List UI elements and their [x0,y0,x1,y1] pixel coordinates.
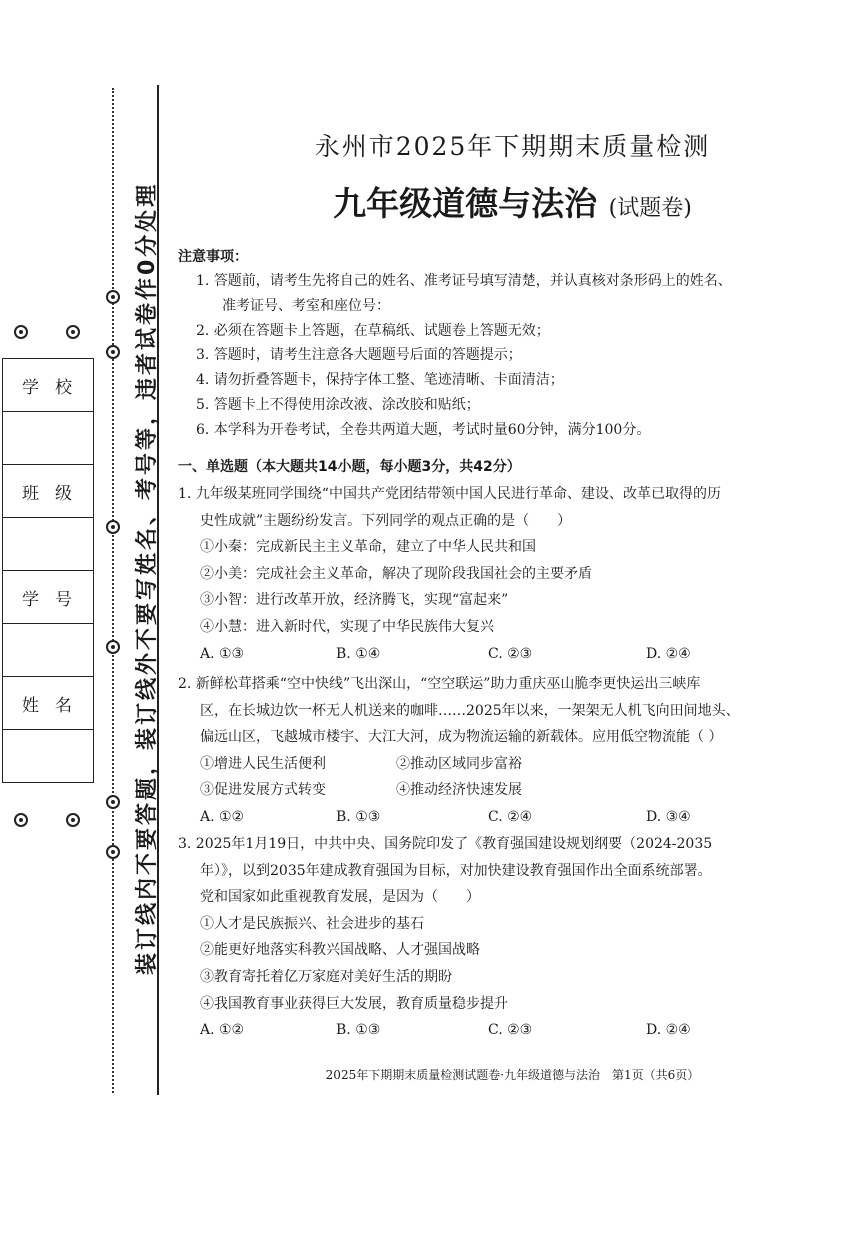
answer-choices [178,1017,712,1044]
question-2 [178,671,740,831]
question-stem: 1. 九年级某班同学围绕“中国共产党团结带领中国人民进行革命、建设、改革已取得的历 [178,486,721,502]
binding-ring-icon [106,845,120,859]
dotted-cut-line [112,88,114,1093]
answer-choices [178,641,721,668]
statement-option: ③小智：进行改革开放，经济腾飞，实现“富起来” [200,592,509,609]
statement-option: ②推动区域同步富裕 [396,755,522,772]
binding-ring-icon [66,813,80,827]
binding-ring-icon [106,520,120,534]
binding-ring-icon [106,640,120,654]
notice-item: 4. 请勿折叠答题卡，保持字体工整、笔迹清晰、卡面清洁； [196,372,564,389]
field-label-student-id: 学号 [3,571,94,624]
exam-title: 永州市2025年下期期末质量检测 [314,132,711,161]
question-stem: 史性成就”主题纷纷发言。下列同学的观点正确的是（ ） [200,512,572,529]
question-stem: 2. 新鲜松茸搭乘“空中快线”飞出深山，“空空联运”助力重庆巫山脆李更快运出三峡库 [178,676,701,692]
notice-item: 准考证号、考室和座位号： [222,297,390,314]
statement-option: ①人才是民族振兴、社会进步的基石 [200,915,424,932]
choice-a: A. ①③ [200,645,245,662]
choice-b: B. ①④ [336,645,381,662]
statement-row [178,751,740,778]
field-student-id-blank [3,624,94,677]
notice-item: 2. 必须在答题卡上答题，在草稿纸、试题卷上答题无效； [196,322,550,339]
choice-d: D. ②④ [646,1022,691,1039]
notice-item: 6. 本学科为开卷考试，全卷共两道大题，考试时量60分钟，满分100分。 [196,421,651,438]
subject-title [158,178,867,225]
binding-ring-icon [66,325,80,339]
question-3 [178,831,712,1044]
question-stem: 区，在长城边饮一杯无人机送来的咖啡……2025年以来，一架架无人机飞向田间地头、 [200,702,740,719]
choice-d: D. ②④ [646,645,691,662]
statement-option: ④我国教育事业获得巨大发展，教育质量稳步提升 [200,995,508,1012]
binding-ring-icon [106,290,120,304]
notice-item: 1. 答题前，请考生先将自己的姓名、准考证号填写清楚，并认真核对条形码上的姓名、 [196,273,732,289]
field-label-name: 姓名 [3,677,94,730]
binding-ring-icon [106,795,120,809]
statement-option: ③教育寄托着亿万家庭对美好生活的期盼 [200,968,452,985]
question-stem: 党和国家如此重视教育发展，是因为（ ） [200,889,480,906]
choice-c: C. ②③ [488,1022,533,1039]
choice-c: C. ②③ [488,645,533,662]
field-class-blank [3,518,94,571]
field-school-blank [3,412,94,465]
field-label-class: 班级 [3,465,94,518]
statement-option: ①增进人民生活便利 [200,755,326,772]
notice-item: 3. 答题时，请考生注意各大题题号后面的答题提示； [196,347,522,364]
notice-item: 5. 答题卡上不得使用涂改液、涂改胶和贴纸； [196,396,480,413]
question-1 [178,481,721,667]
statement-option: ④推动经济快速发展 [396,782,522,799]
statement-option: ③促进发展方式转变 [200,782,326,799]
binding-warning-text: 装订线内不要答题，装订线外不要写姓名、考号等，违者试卷作0分处理 [135,181,160,975]
choice-d: D. ③④ [646,808,691,825]
statement-option: ②小美：完成社会主义革命，解决了现阶段我国社会的主要矛盾 [200,565,592,582]
binding-ring-icon [14,813,28,827]
section-heading: 一、单选题（本大题共14小题，每小题3分，共42分） [178,459,521,475]
field-label-school: 学校 [3,359,94,412]
choice-b: B. ①③ [336,1022,381,1039]
choice-c: C. ②④ [488,808,533,825]
field-name-blank [3,730,94,783]
question-stem: 3. 2025年1月19日，中共中央、国务院印发了《教育强国建设规划纲要（2024-2035 [178,836,713,852]
subject-name: 九年级道德与法治 [333,184,598,223]
answer-choices [178,804,740,831]
statement-option: ④小慧：进入新时代，实现了中华民族伟大复兴 [200,618,494,635]
binding-ring-icon [106,345,120,359]
paper-type: (试题卷) [608,196,692,221]
student-info-table [2,358,94,783]
notice-list [196,269,732,443]
question-stem: 偏远山区，飞越城市楼宇、大江大河，成为物流运输的新载体。应用低空物流能（ ） [200,729,723,746]
choice-a: A. ①② [200,808,245,825]
question-stem: 年）》，以到2035年建成教育强国为目标，对加快建设教育强国作出全面系统部署。 [200,862,712,879]
notice-heading: 注意事项： [178,249,248,265]
statement-option: ①小秦：完成新民主主义革命，建立了中华人民共和国 [200,539,536,556]
binding-ring-icon [14,325,28,339]
page-footer: 2025年下期期末质量检测试题卷·九年级道德与法治 第1页（共6页） [325,1068,700,1082]
choice-a: A. ①② [200,1022,245,1039]
statement-row [178,777,740,804]
statement-option: ②能更好地落实科教兴国战略、人才强国战略 [200,942,480,959]
choice-b: B. ①③ [336,808,381,825]
